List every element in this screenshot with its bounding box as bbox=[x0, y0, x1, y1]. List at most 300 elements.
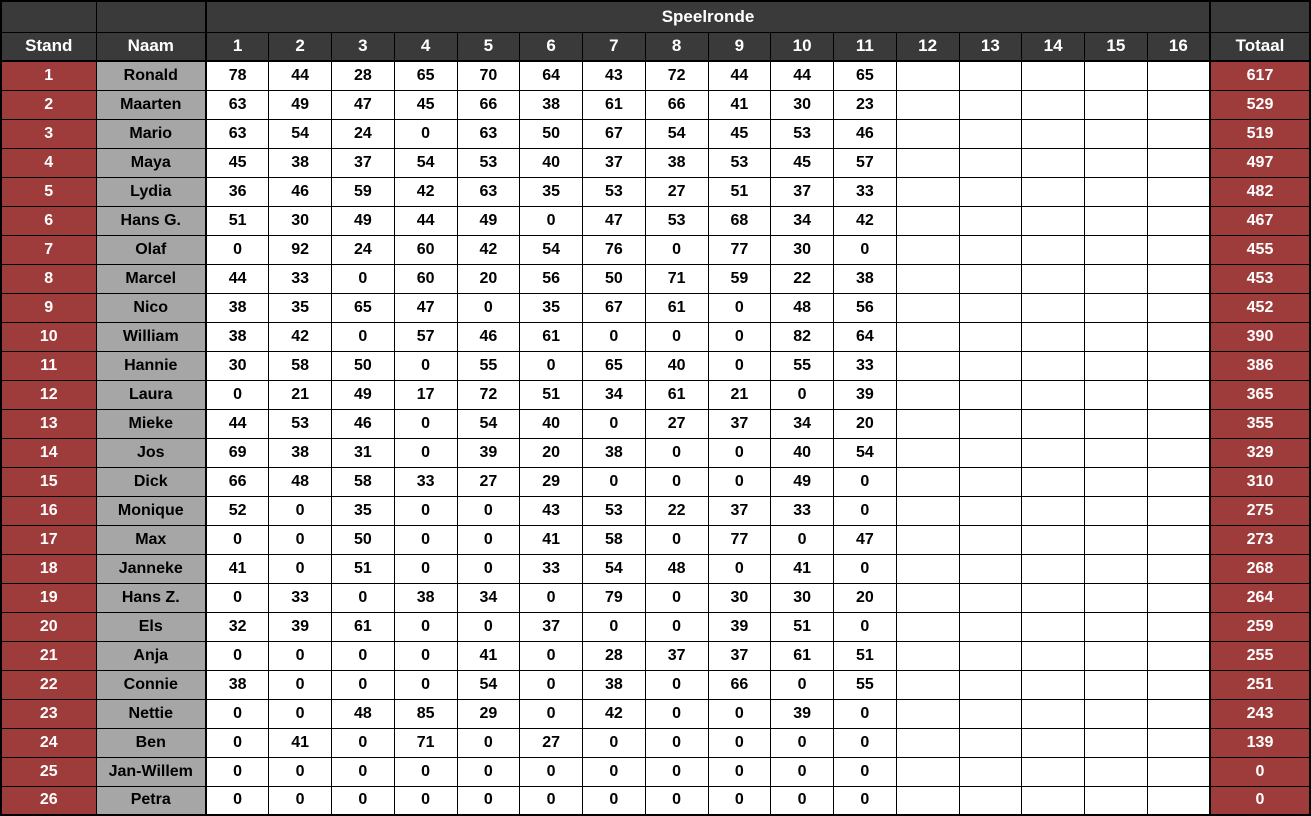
empty-score-cell bbox=[959, 177, 1022, 206]
score-cell: 54 bbox=[457, 409, 520, 438]
empty-score-cell bbox=[959, 148, 1022, 177]
score-cell: 0 bbox=[457, 728, 520, 757]
empty-score-cell bbox=[1147, 235, 1210, 264]
rank-cell: 15 bbox=[1, 467, 96, 496]
empty-score-cell bbox=[1147, 438, 1210, 467]
empty-score-cell bbox=[1022, 409, 1085, 438]
column-header-row bbox=[1, 32, 1310, 61]
score-cell: 0 bbox=[520, 583, 583, 612]
score-cell: 0 bbox=[834, 467, 897, 496]
total-cell: 529 bbox=[1210, 90, 1310, 119]
table-header bbox=[1, 1, 1310, 61]
empty-score-cell bbox=[1085, 409, 1148, 438]
rank-cell: 1 bbox=[1, 61, 96, 90]
empty-score-cell bbox=[896, 351, 959, 380]
score-cell: 45 bbox=[206, 148, 269, 177]
name-cell: Olaf bbox=[96, 235, 206, 264]
score-cell: 0 bbox=[520, 206, 583, 235]
rank-cell: 2 bbox=[1, 90, 96, 119]
score-cell: 63 bbox=[457, 177, 520, 206]
score-cell: 48 bbox=[771, 293, 834, 322]
score-cell: 29 bbox=[520, 467, 583, 496]
score-cell: 61 bbox=[645, 380, 708, 409]
score-cell: 57 bbox=[834, 148, 897, 177]
empty-score-cell bbox=[1147, 119, 1210, 148]
score-cell: 44 bbox=[394, 206, 457, 235]
round-header: 7 bbox=[583, 32, 646, 61]
empty-score-cell bbox=[1085, 177, 1148, 206]
table-row bbox=[1, 119, 1310, 148]
score-cell: 41 bbox=[457, 641, 520, 670]
table-row bbox=[1, 148, 1310, 177]
score-cell: 33 bbox=[834, 177, 897, 206]
score-cell: 71 bbox=[394, 728, 457, 757]
score-cell: 43 bbox=[583, 61, 646, 90]
rank-cell: 5 bbox=[1, 177, 96, 206]
score-cell: 63 bbox=[457, 119, 520, 148]
rank-cell: 18 bbox=[1, 554, 96, 583]
score-cell: 69 bbox=[206, 438, 269, 467]
rank-cell: 24 bbox=[1, 728, 96, 757]
score-cell: 44 bbox=[206, 264, 269, 293]
empty-score-cell bbox=[896, 409, 959, 438]
score-cell: 0 bbox=[771, 757, 834, 786]
score-cell: 29 bbox=[457, 699, 520, 728]
table-row bbox=[1, 264, 1310, 293]
rank-cell: 12 bbox=[1, 380, 96, 409]
score-cell: 36 bbox=[206, 177, 269, 206]
score-cell: 0 bbox=[645, 699, 708, 728]
score-cell: 57 bbox=[394, 322, 457, 351]
score-cell: 41 bbox=[771, 554, 834, 583]
score-cell: 61 bbox=[645, 293, 708, 322]
score-cell: 0 bbox=[394, 554, 457, 583]
empty-score-cell bbox=[959, 496, 1022, 525]
empty-score-cell bbox=[896, 264, 959, 293]
score-cell: 27 bbox=[457, 467, 520, 496]
score-cell: 61 bbox=[771, 641, 834, 670]
score-cell: 0 bbox=[394, 409, 457, 438]
score-cell: 82 bbox=[771, 322, 834, 351]
score-cell: 0 bbox=[583, 467, 646, 496]
score-cell: 63 bbox=[206, 119, 269, 148]
score-cell: 35 bbox=[332, 496, 395, 525]
score-cell: 66 bbox=[206, 467, 269, 496]
empty-score-cell bbox=[1147, 177, 1210, 206]
score-cell: 49 bbox=[771, 467, 834, 496]
rank-cell: 8 bbox=[1, 264, 96, 293]
score-cell: 85 bbox=[394, 699, 457, 728]
score-cell: 67 bbox=[583, 119, 646, 148]
round-header: 9 bbox=[708, 32, 771, 61]
round-header: 10 bbox=[771, 32, 834, 61]
score-cell: 0 bbox=[269, 525, 332, 554]
score-cell: 0 bbox=[457, 612, 520, 641]
name-cell: Ronald bbox=[96, 61, 206, 90]
rank-cell: 6 bbox=[1, 206, 96, 235]
score-cell: 47 bbox=[332, 90, 395, 119]
score-cell: 37 bbox=[708, 409, 771, 438]
empty-score-cell bbox=[959, 641, 1022, 670]
rank-cell: 21 bbox=[1, 641, 96, 670]
total-cell: 519 bbox=[1210, 119, 1310, 148]
score-cell: 59 bbox=[708, 264, 771, 293]
empty-score-cell bbox=[1085, 90, 1148, 119]
table-body bbox=[1, 61, 1310, 815]
name-cell: Mieke bbox=[96, 409, 206, 438]
name-cell: Jan-Willem bbox=[96, 757, 206, 786]
score-cell: 0 bbox=[708, 728, 771, 757]
score-cell: 0 bbox=[269, 786, 332, 815]
table-row bbox=[1, 206, 1310, 235]
score-cell: 37 bbox=[771, 177, 834, 206]
name-cell: Hans Z. bbox=[96, 583, 206, 612]
name-cell: Petra bbox=[96, 786, 206, 815]
score-cell: 39 bbox=[834, 380, 897, 409]
empty-score-cell bbox=[1022, 148, 1085, 177]
table-row bbox=[1, 322, 1310, 351]
empty-score-cell bbox=[959, 699, 1022, 728]
score-cell: 27 bbox=[645, 409, 708, 438]
score-cell: 42 bbox=[269, 322, 332, 351]
score-cell: 0 bbox=[394, 757, 457, 786]
empty-score-cell bbox=[1147, 467, 1210, 496]
score-cell: 33 bbox=[269, 264, 332, 293]
rank-cell: 23 bbox=[1, 699, 96, 728]
score-cell: 35 bbox=[520, 293, 583, 322]
rank-cell: 14 bbox=[1, 438, 96, 467]
score-cell: 41 bbox=[269, 728, 332, 757]
name-cell: Hannie bbox=[96, 351, 206, 380]
score-cell: 44 bbox=[771, 61, 834, 90]
score-cell: 50 bbox=[332, 525, 395, 554]
score-cell: 60 bbox=[394, 235, 457, 264]
table-row bbox=[1, 728, 1310, 757]
score-cell: 42 bbox=[834, 206, 897, 235]
empty-score-cell bbox=[1085, 351, 1148, 380]
score-cell: 35 bbox=[520, 177, 583, 206]
empty-score-cell bbox=[896, 612, 959, 641]
group-header-row bbox=[1, 1, 1310, 32]
score-cell: 47 bbox=[834, 525, 897, 554]
score-cell: 0 bbox=[771, 728, 834, 757]
empty-score-cell bbox=[959, 61, 1022, 90]
score-cell: 0 bbox=[583, 757, 646, 786]
score-cell: 45 bbox=[394, 90, 457, 119]
score-cell: 24 bbox=[332, 119, 395, 148]
name-cell: Maya bbox=[96, 148, 206, 177]
empty-score-cell bbox=[959, 380, 1022, 409]
table-row bbox=[1, 612, 1310, 641]
score-cell: 0 bbox=[457, 554, 520, 583]
score-cell: 53 bbox=[708, 148, 771, 177]
score-cell: 38 bbox=[834, 264, 897, 293]
score-cell: 30 bbox=[708, 583, 771, 612]
score-cell: 55 bbox=[771, 351, 834, 380]
name-cell: Nettie bbox=[96, 699, 206, 728]
empty-score-cell bbox=[1147, 670, 1210, 699]
score-cell: 46 bbox=[269, 177, 332, 206]
total-cell: 355 bbox=[1210, 409, 1310, 438]
score-cell: 37 bbox=[708, 641, 771, 670]
score-cell: 0 bbox=[332, 641, 395, 670]
total-cell: 310 bbox=[1210, 467, 1310, 496]
rank-cell: 10 bbox=[1, 322, 96, 351]
name-cell: Nico bbox=[96, 293, 206, 322]
name-cell: William bbox=[96, 322, 206, 351]
total-cell: 0 bbox=[1210, 757, 1310, 786]
score-cell: 0 bbox=[332, 670, 395, 699]
empty-score-cell bbox=[896, 119, 959, 148]
empty-score-cell bbox=[959, 757, 1022, 786]
score-cell: 0 bbox=[206, 525, 269, 554]
empty-score-cell bbox=[1085, 206, 1148, 235]
total-cell: 0 bbox=[1210, 786, 1310, 815]
score-cell: 49 bbox=[332, 206, 395, 235]
round-header: 15 bbox=[1085, 32, 1148, 61]
score-cell: 0 bbox=[645, 235, 708, 264]
score-cell: 51 bbox=[206, 206, 269, 235]
empty-score-cell bbox=[1022, 641, 1085, 670]
score-cell: 35 bbox=[269, 293, 332, 322]
score-cell: 55 bbox=[457, 351, 520, 380]
score-cell: 58 bbox=[269, 351, 332, 380]
score-cell: 37 bbox=[708, 496, 771, 525]
score-cell: 68 bbox=[708, 206, 771, 235]
score-cell: 38 bbox=[206, 670, 269, 699]
empty-score-cell bbox=[1022, 235, 1085, 264]
score-cell: 47 bbox=[583, 206, 646, 235]
score-cell: 21 bbox=[708, 380, 771, 409]
score-cell: 0 bbox=[708, 554, 771, 583]
score-cell: 0 bbox=[645, 322, 708, 351]
score-cell: 0 bbox=[457, 757, 520, 786]
total-cell: 453 bbox=[1210, 264, 1310, 293]
empty-score-cell bbox=[959, 670, 1022, 699]
table-row bbox=[1, 670, 1310, 699]
score-cell: 41 bbox=[520, 525, 583, 554]
name-cell: Hans G. bbox=[96, 206, 206, 235]
score-cell: 44 bbox=[269, 61, 332, 90]
empty-score-cell bbox=[1147, 612, 1210, 641]
empty-score-cell bbox=[1022, 525, 1085, 554]
score-cell: 66 bbox=[645, 90, 708, 119]
score-cell: 23 bbox=[834, 90, 897, 119]
empty-score-cell bbox=[1085, 496, 1148, 525]
table-row bbox=[1, 525, 1310, 554]
empty-score-cell bbox=[1147, 786, 1210, 815]
rank-cell: 19 bbox=[1, 583, 96, 612]
round-header: 14 bbox=[1022, 32, 1085, 61]
score-cell: 53 bbox=[771, 119, 834, 148]
name-cell: Dick bbox=[96, 467, 206, 496]
rank-cell: 13 bbox=[1, 409, 96, 438]
table-row bbox=[1, 235, 1310, 264]
score-cell: 0 bbox=[645, 786, 708, 815]
score-cell: 0 bbox=[520, 699, 583, 728]
empty-score-cell bbox=[1147, 380, 1210, 409]
total-cell: 452 bbox=[1210, 293, 1310, 322]
round-header: 11 bbox=[834, 32, 897, 61]
empty-score-cell bbox=[896, 467, 959, 496]
score-cell: 0 bbox=[834, 554, 897, 583]
table-row bbox=[1, 554, 1310, 583]
total-cell: 139 bbox=[1210, 728, 1310, 757]
total-cell: 329 bbox=[1210, 438, 1310, 467]
score-cell: 30 bbox=[771, 583, 834, 612]
score-cell: 41 bbox=[206, 554, 269, 583]
score-cell: 0 bbox=[394, 525, 457, 554]
score-cell: 0 bbox=[645, 525, 708, 554]
score-cell: 42 bbox=[457, 235, 520, 264]
score-cell: 64 bbox=[834, 322, 897, 351]
empty-score-cell bbox=[1147, 322, 1210, 351]
empty-score-cell bbox=[896, 525, 959, 554]
empty-score-cell bbox=[1147, 641, 1210, 670]
empty-score-cell bbox=[1147, 264, 1210, 293]
score-cell: 34 bbox=[583, 380, 646, 409]
score-cell: 27 bbox=[520, 728, 583, 757]
empty-score-cell bbox=[896, 786, 959, 815]
score-cell: 0 bbox=[394, 351, 457, 380]
score-cell: 0 bbox=[583, 409, 646, 438]
score-cell: 0 bbox=[771, 670, 834, 699]
score-cell: 42 bbox=[394, 177, 457, 206]
score-cell: 61 bbox=[520, 322, 583, 351]
score-cell: 0 bbox=[206, 641, 269, 670]
score-cell: 0 bbox=[269, 699, 332, 728]
empty-score-cell bbox=[1085, 293, 1148, 322]
score-cell: 45 bbox=[708, 119, 771, 148]
empty-score-cell bbox=[959, 438, 1022, 467]
empty-score-cell bbox=[896, 322, 959, 351]
score-cell: 38 bbox=[269, 148, 332, 177]
empty-score-cell bbox=[1085, 699, 1148, 728]
score-cell: 0 bbox=[206, 235, 269, 264]
score-cell: 51 bbox=[771, 612, 834, 641]
score-cell: 0 bbox=[834, 757, 897, 786]
score-cell: 49 bbox=[269, 90, 332, 119]
score-cell: 50 bbox=[520, 119, 583, 148]
score-cell: 31 bbox=[332, 438, 395, 467]
name-cell: Connie bbox=[96, 670, 206, 699]
score-cell: 53 bbox=[269, 409, 332, 438]
empty-score-cell bbox=[1022, 670, 1085, 699]
empty-score-cell bbox=[896, 757, 959, 786]
score-cell: 0 bbox=[583, 786, 646, 815]
empty-score-cell bbox=[1022, 728, 1085, 757]
name-cell: Lydia bbox=[96, 177, 206, 206]
empty-score-cell bbox=[896, 61, 959, 90]
score-cell: 0 bbox=[771, 786, 834, 815]
empty-score-cell bbox=[1022, 293, 1085, 322]
round-header: 5 bbox=[457, 32, 520, 61]
empty-score-cell bbox=[1147, 583, 1210, 612]
empty-score-cell bbox=[1147, 90, 1210, 119]
score-cell: 0 bbox=[834, 699, 897, 728]
score-cell: 92 bbox=[269, 235, 332, 264]
empty-score-cell bbox=[1022, 380, 1085, 409]
total-cell: 264 bbox=[1210, 583, 1310, 612]
score-cell: 40 bbox=[771, 438, 834, 467]
score-cell: 0 bbox=[520, 670, 583, 699]
score-cell: 22 bbox=[771, 264, 834, 293]
score-cell: 41 bbox=[708, 90, 771, 119]
empty-score-cell bbox=[959, 119, 1022, 148]
score-cell: 61 bbox=[583, 90, 646, 119]
score-cell: 0 bbox=[206, 757, 269, 786]
name-cell: Janneke bbox=[96, 554, 206, 583]
name-cell: Laura bbox=[96, 380, 206, 409]
empty-score-cell bbox=[1085, 641, 1148, 670]
empty-score-cell bbox=[1085, 670, 1148, 699]
empty-score-cell bbox=[959, 554, 1022, 583]
score-cell: 0 bbox=[708, 438, 771, 467]
total-cell: 251 bbox=[1210, 670, 1310, 699]
rank-cell: 11 bbox=[1, 351, 96, 380]
empty-score-cell bbox=[1085, 786, 1148, 815]
table-row bbox=[1, 438, 1310, 467]
score-cell: 0 bbox=[457, 786, 520, 815]
rank-cell: 25 bbox=[1, 757, 96, 786]
score-cell: 33 bbox=[834, 351, 897, 380]
empty-score-cell bbox=[959, 264, 1022, 293]
score-cell: 38 bbox=[583, 670, 646, 699]
round-header: 2 bbox=[269, 32, 332, 61]
score-cell: 0 bbox=[583, 728, 646, 757]
empty-score-cell bbox=[959, 612, 1022, 641]
score-cell: 72 bbox=[457, 380, 520, 409]
score-cell: 0 bbox=[332, 583, 395, 612]
empty-score-cell bbox=[1022, 90, 1085, 119]
score-cell: 28 bbox=[583, 641, 646, 670]
score-cell: 59 bbox=[332, 177, 395, 206]
empty-score-cell bbox=[1147, 757, 1210, 786]
score-cell: 48 bbox=[332, 699, 395, 728]
score-cell: 56 bbox=[834, 293, 897, 322]
score-cell: 66 bbox=[457, 90, 520, 119]
score-cell: 54 bbox=[394, 148, 457, 177]
round-header: 16 bbox=[1147, 32, 1210, 61]
score-cell: 0 bbox=[206, 380, 269, 409]
score-cell: 0 bbox=[332, 757, 395, 786]
score-cell: 0 bbox=[269, 670, 332, 699]
total-cell: 243 bbox=[1210, 699, 1310, 728]
score-cell: 0 bbox=[332, 786, 395, 815]
score-cell: 0 bbox=[645, 670, 708, 699]
naam-column-spacer bbox=[96, 1, 206, 32]
empty-score-cell bbox=[959, 583, 1022, 612]
score-cell: 76 bbox=[583, 235, 646, 264]
score-cell: 0 bbox=[708, 757, 771, 786]
name-cell: Max bbox=[96, 525, 206, 554]
score-cell: 38 bbox=[206, 322, 269, 351]
score-cell: 65 bbox=[332, 293, 395, 322]
total-cell: 255 bbox=[1210, 641, 1310, 670]
score-cell: 54 bbox=[520, 235, 583, 264]
score-cell: 20 bbox=[834, 409, 897, 438]
score-cell: 28 bbox=[332, 61, 395, 90]
score-cell: 20 bbox=[457, 264, 520, 293]
stand-header: Stand bbox=[1, 32, 96, 61]
empty-score-cell bbox=[1022, 264, 1085, 293]
empty-score-cell bbox=[1085, 119, 1148, 148]
score-cell: 0 bbox=[520, 641, 583, 670]
table-row bbox=[1, 177, 1310, 206]
score-cell: 33 bbox=[394, 467, 457, 496]
score-cell: 30 bbox=[771, 90, 834, 119]
score-cell: 22 bbox=[645, 496, 708, 525]
